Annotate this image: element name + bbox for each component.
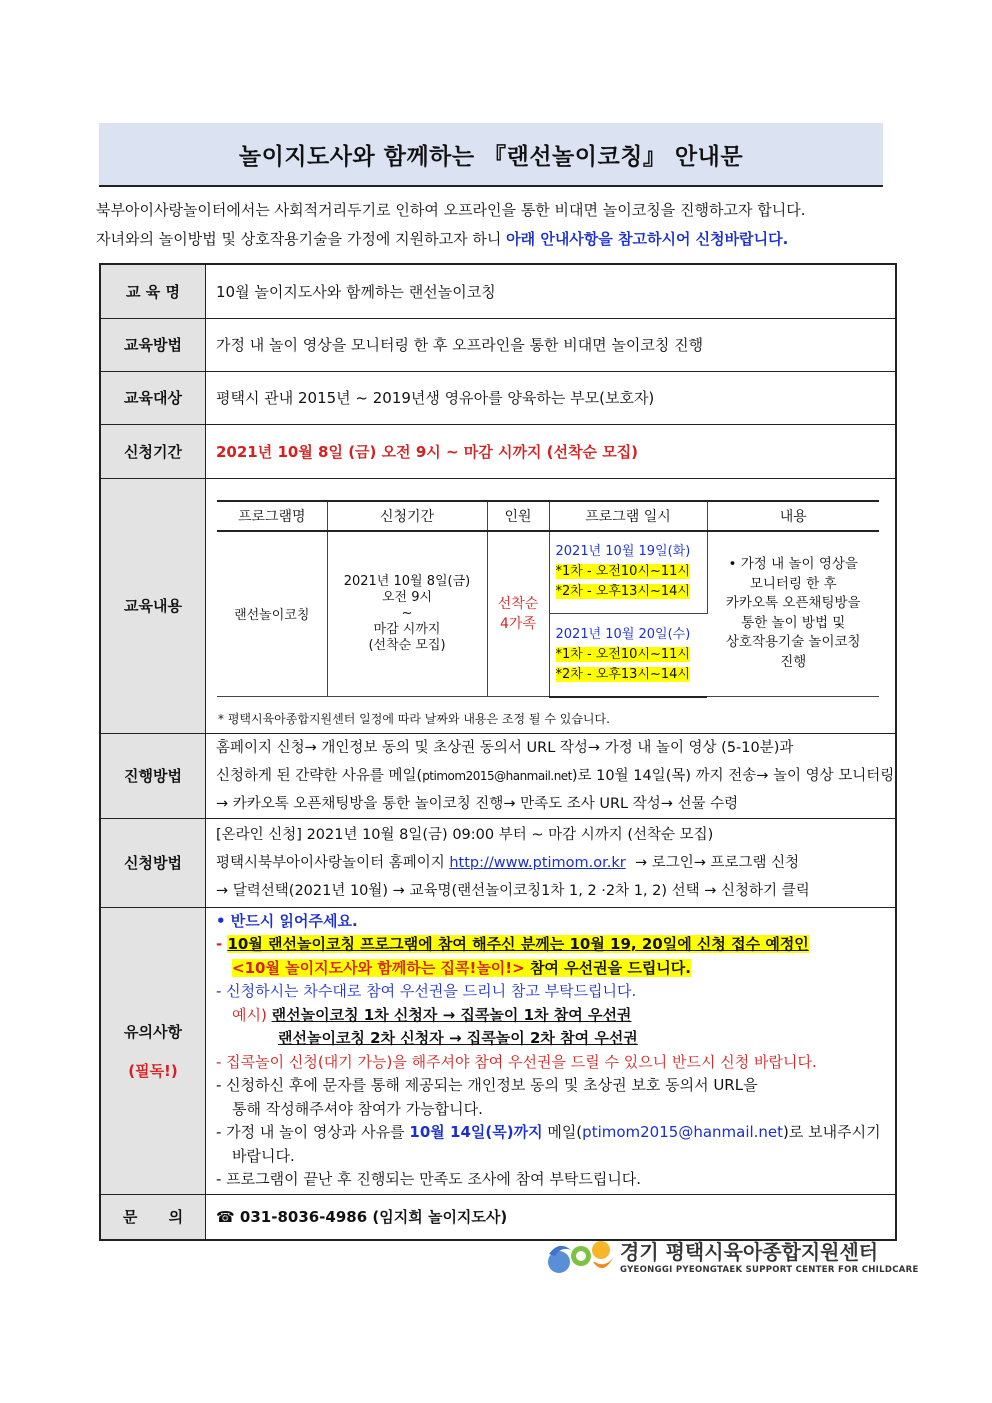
title-banner <box>99 123 883 187</box>
intro-text <box>96 196 901 254</box>
row-process <box>100 733 896 818</box>
org-name-ko: 경기 평택시육아종합지원센터 <box>620 1240 879 1264</box>
process-email[interactable]: ptimom2015@hanmail.net <box>422 768 572 783</box>
row-period <box>100 424 896 478</box>
org-name-en: GYEONGGI PYEONGTAEK SUPPORT CENTER FOR CHILDCARE <box>620 1265 919 1275</box>
header-people: 인원 <box>487 501 549 531</box>
value-period: 2021년 10월 8일 (금) 오전 9시 ~ 마감 시까지 (선착순 모집) <box>206 424 897 478</box>
label-process: 진행방법 <box>100 733 206 818</box>
info-table <box>99 263 897 1241</box>
intro-highlight: 아래 안내사항을 참고하시어 신청바랍니다. <box>506 230 789 248</box>
program-apply-period: 2021년 10월 8일(금) 오전 9시 ~ 마감 시까지 (선착순 모집) <box>327 531 487 697</box>
logo-mark-icon <box>545 1232 619 1276</box>
label-content: 교육내용 <box>100 478 206 733</box>
row-content <box>100 478 896 733</box>
must-read: • 반드시 읽어주세요. <box>216 911 358 930</box>
value-name: 10월 놀이지도사와 함께하는 랜선놀이코칭 <box>206 264 897 318</box>
header-desc: 내용 <box>707 501 879 531</box>
session-day-1: 2021년 10월 19일(화) *1차 - 오전10시~11시 *2차 - 오후13시~14시 <box>549 531 707 614</box>
session-day-2: 2021년 10월 20일(수) *1차 - 오전10시~11시 *2차 - 오후13시~14시 <box>549 614 707 697</box>
label-method: 교육방법 <box>100 318 206 371</box>
phone-icon: ☎ <box>216 1208 235 1227</box>
row-apply <box>100 818 896 907</box>
value-caution: • 반드시 읽어주세요. - 10월 랜선놀이코칭 프로그램에 참여 해주신 분께는 10월 19, 20일에 신청 접수 예정인 <10월 놀이지도사와 함께하는 집콕!놀이!> 참여 우선권을 드립니다. - 신청하시는 차수대로 참여 우선권을 드리니 참고 부탁드립니다. 예시) 랜선놀이코칭 1차 신청자 → 집콕놀이 1차 참여 우선권 랜선놀이코칭 2차 신청자 → 집콕놀이 2차 참여 우선권 - 집콕놀이 신청(대기 가능)을 해주셔야 참여 우선권을 드릴 수 있으니 반드시 신청 바랍니다. - 신청하신 후에 문자를 통해 제공되는 개인정보 동의 및 초상권 보호 동의서 URL을 통해 작성해주셔야 참여가 가능합니다. - 가정 내 놀이 영상과 사유를 10월 14일(목)까지 메일(ptimom2015@hanmail.net)로 보내주시기 바랍니다. - 프로그램이 끝난 후 진행되는 만족도 조사에 참여 부탁드립니다. <box>206 907 897 1194</box>
org-name <box>620 1236 919 1275</box>
header-program: 프로그램명 <box>217 501 327 531</box>
program-row-1 <box>217 531 879 614</box>
row-name <box>100 264 896 318</box>
caution-email[interactable]: ptimom2015@hanmail.net <box>582 1123 784 1141</box>
label-apply: 신청방법 <box>100 818 206 907</box>
label-name: 교 육 명 <box>100 264 206 318</box>
value-content <box>206 478 897 733</box>
program-people: 선착순 4가족 <box>487 531 549 697</box>
program-desc: • 가정 내 놀이 영상을 모니터링 한 후 카카오톡 오픈채팅방을 통한 놀이 방법 및 상호작용기술 놀이코칭 진행 <box>707 531 879 697</box>
value-apply: [온라인 신청] 2021년 10월 8일(금) 09:00 부터 ~ 마감 시까지 (선착순 모집) 평택시북부아이사랑놀이터 홈페이지 http://www.ptimom.or.kr → 로그인→ 프로그램 신청 → 달력선택(2021년 10월) → 교육명(랜선놀이코칭1차 1, 2 ·2차 1, 2) 선택 → 신청하기 클릭 <box>206 818 897 907</box>
row-caution <box>100 907 896 1194</box>
program-table <box>217 500 879 698</box>
row-method <box>100 318 896 371</box>
header-apply-period: 신청기간 <box>327 501 487 531</box>
schedule-note: * 평택시육아종합지원센터 일정에 따라 날짜와 내용은 조정 될 수 있습니다. <box>218 711 610 726</box>
intro-line-2: 자녀와의 놀이방법 및 상호작용기술을 가정에 지원하고자 하니 아래 안내사항을 참고하시어 신청바랍니다. <box>96 230 789 248</box>
page-title: 놀이지도사와 함께하는 『랜선놀이코칭』 안내문 <box>238 143 744 170</box>
header-schedule: 프로그램 일시 <box>549 501 707 531</box>
intro-line-1: 북부아이사랑놀이터에서는 사회적거리두기로 인하여 오프라인을 통한 비대면 놀이코칭을 진행하고자 합니다. <box>96 201 806 219</box>
program-name: 랜선놀이코칭 <box>217 531 327 697</box>
value-process: 홈페이지 신청→ 개인정보 동의 및 초상권 동의서 URL 작성→ 가정 내 놀이 영상 (5-10분)과 신청하게 된 간략한 사유를 메일(ptimom2015@hanmail.net)로 10월 14일(목) 까지 전송→ 놀이 영상 모니터링 → 카카오톡 오픈채팅방을 통한 놀이코칭 진행→ 만족도 조사 URL 작성→ 선물 수령 <box>206 733 897 818</box>
value-method: 가정 내 놀이 영상을 모니터링 한 후 오프라인을 통한 비대면 놀이코칭 진행 <box>206 318 897 371</box>
row-target <box>100 371 896 424</box>
homepage-link[interactable]: http://www.ptimom.or.kr <box>449 854 626 871</box>
contact-phone: 031-8036-4986 (임지희 놀이지도사) <box>239 1208 508 1227</box>
label-contact: 문 의 <box>100 1194 206 1240</box>
label-period: 신청기간 <box>100 424 206 478</box>
label-caution: 유의사항 (필독!) <box>100 907 206 1194</box>
must-read-label: (필독!) <box>128 1061 178 1080</box>
value-target: 평택시 관내 2015년 ~ 2019년생 영유아를 양육하는 부모(보호자) <box>206 371 897 424</box>
program-header-row <box>217 501 879 531</box>
label-target: 교육대상 <box>100 371 206 424</box>
